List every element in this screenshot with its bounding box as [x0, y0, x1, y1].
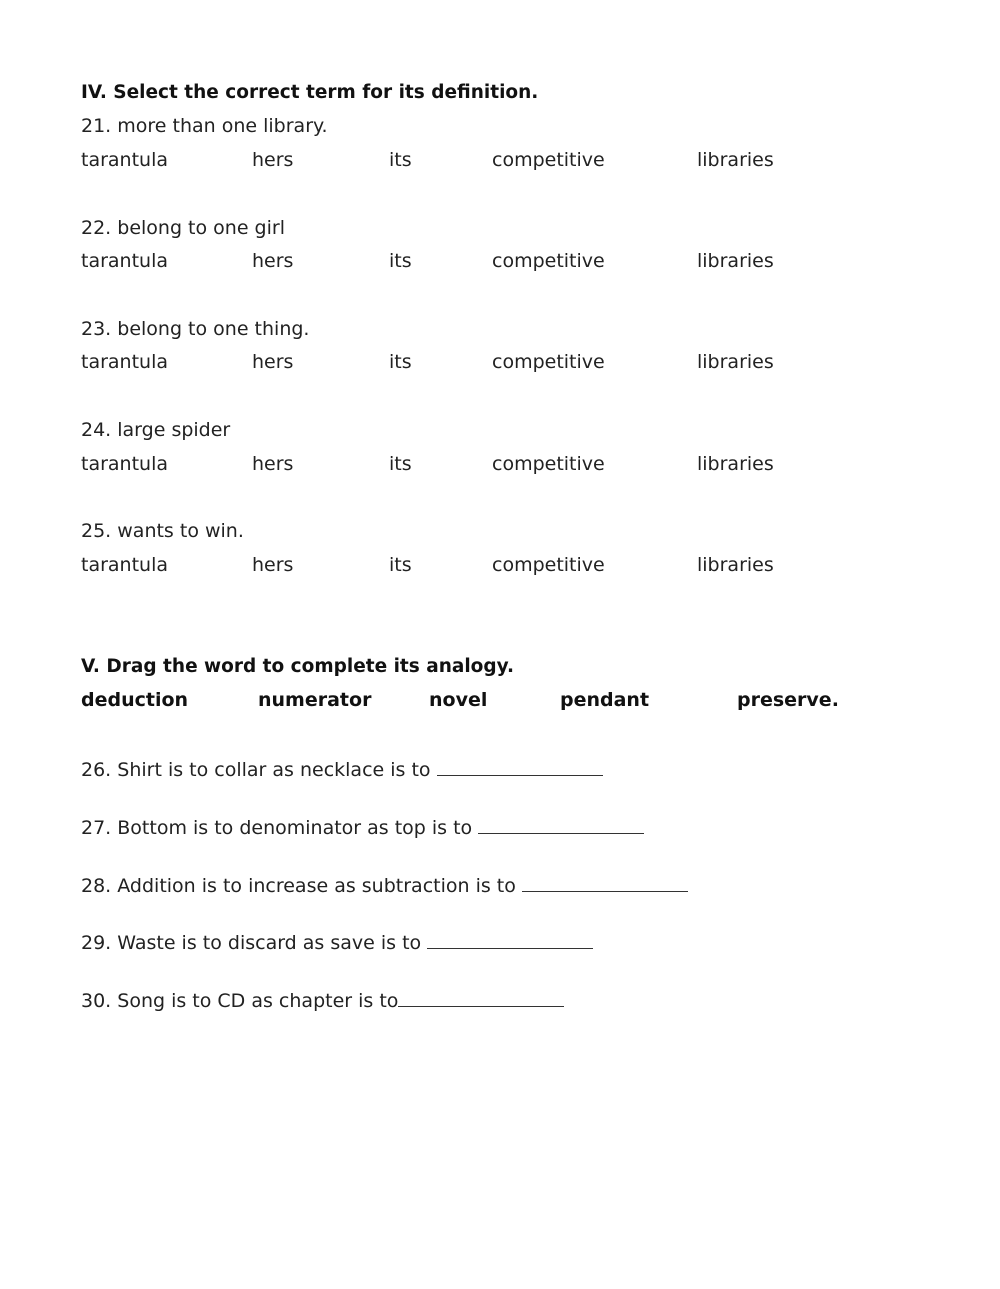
analogy-28-blank[interactable] — [522, 873, 688, 892]
analogy-29 — [81, 930, 593, 953]
analogy-28 — [81, 873, 688, 896]
q23-option-hers[interactable]: hers — [252, 351, 294, 373]
q22-option-tarantula[interactable]: tarantula — [81, 250, 169, 272]
analogy-29-blank[interactable] — [427, 930, 593, 949]
q25-option-libraries[interactable]: libraries — [697, 554, 774, 576]
question-25-prompt: 25. wants to win. — [81, 520, 244, 542]
question-23-prompt: 23. belong to one thing. — [81, 318, 310, 340]
analogy-30 — [81, 988, 564, 1011]
q24-option-tarantula[interactable]: tarantula — [81, 453, 169, 475]
word-bank-numerator[interactable]: numerator — [258, 689, 372, 711]
analogy-28-text: 28. Addition is to increase as subtraction is to — [81, 875, 522, 897]
section-4-heading: IV. Select the correct term for its definition. — [81, 82, 539, 103]
q24-option-competitive[interactable]: competitive — [492, 453, 605, 475]
q21-option-its[interactable]: its — [389, 149, 412, 171]
q24-option-libraries[interactable]: libraries — [697, 453, 774, 475]
q23-option-competitive[interactable]: competitive — [492, 351, 605, 373]
question-21-prompt: 21. more than one library. — [81, 115, 328, 137]
analogy-26 — [81, 757, 603, 780]
question-22-prompt: 22. belong to one girl — [81, 217, 285, 239]
word-bank-preserve[interactable]: preserve. — [737, 689, 839, 711]
q21-option-tarantula[interactable]: tarantula — [81, 149, 169, 171]
analogy-27-blank[interactable] — [478, 815, 644, 834]
q23-option-its[interactable]: its — [389, 351, 412, 373]
q21-option-competitive[interactable]: competitive — [492, 149, 605, 171]
q22-option-libraries[interactable]: libraries — [697, 250, 774, 272]
q25-option-competitive[interactable]: competitive — [492, 554, 605, 576]
q22-option-competitive[interactable]: competitive — [492, 250, 605, 272]
q25-option-its[interactable]: its — [389, 554, 412, 576]
analogy-27-text: 27. Bottom is to denominator as top is to — [81, 817, 479, 839]
word-bank-pendant[interactable]: pendant — [560, 689, 650, 711]
q23-option-tarantula[interactable]: tarantula — [81, 351, 169, 373]
q23-option-libraries[interactable]: libraries — [697, 351, 774, 373]
analogy-26-blank[interactable] — [437, 757, 603, 776]
q22-option-hers[interactable]: hers — [252, 250, 294, 272]
q21-option-libraries[interactable]: libraries — [697, 149, 774, 171]
q25-option-hers[interactable]: hers — [252, 554, 294, 576]
word-bank-deduction[interactable]: deduction — [81, 689, 189, 711]
analogy-30-text: 30. Song is to CD as chapter is to — [81, 990, 399, 1012]
analogy-30-blank[interactable] — [398, 988, 564, 1007]
q22-option-its[interactable]: its — [389, 250, 412, 272]
section-5-heading: V. Drag the word to complete its analogy. — [81, 656, 515, 677]
analogy-29-text: 29. Waste is to discard as save is to — [81, 932, 428, 954]
q21-option-hers[interactable]: hers — [252, 149, 294, 171]
word-bank-novel[interactable]: novel — [429, 689, 488, 711]
analogy-27 — [81, 815, 644, 838]
q25-option-tarantula[interactable]: tarantula — [81, 554, 169, 576]
q24-option-hers[interactable]: hers — [252, 453, 294, 475]
analogy-26-text: 26. Shirt is to collar as necklace is to — [81, 759, 437, 781]
q24-option-its[interactable]: its — [389, 453, 412, 475]
question-24-prompt: 24. large spider — [81, 419, 231, 441]
